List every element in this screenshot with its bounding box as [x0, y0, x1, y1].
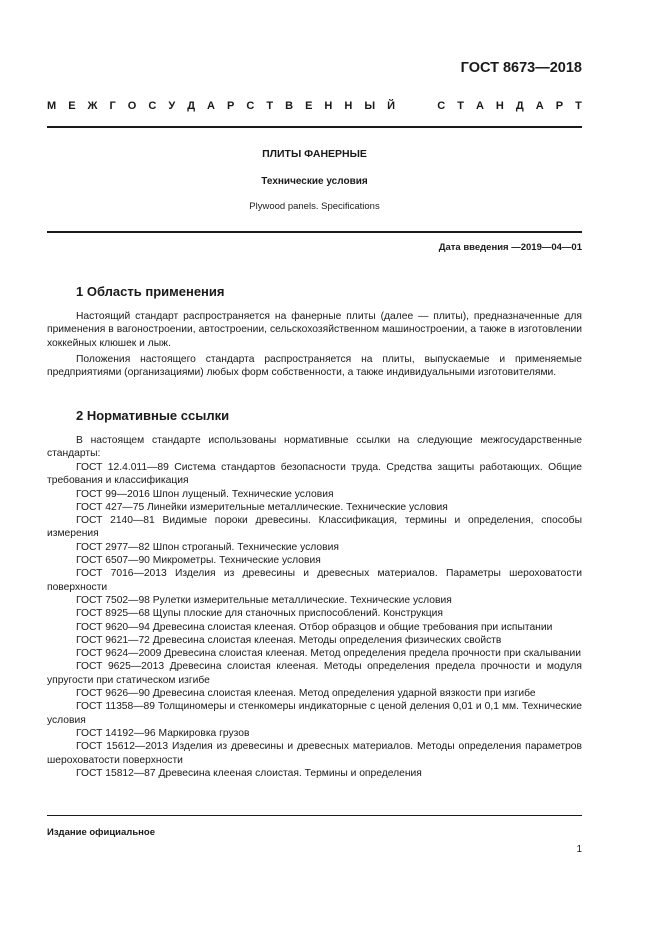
page-number: 1 [576, 844, 582, 855]
banner-letter: О [127, 100, 137, 112]
banner-letter: М [47, 100, 57, 112]
section-1-paragraph-2: Положения настоящего стандарта распространяется на плиты, выпускаемые и применяемые предприятиями (организациями) любых форм собственности, а также индивидуальными изготовителями. [47, 354, 582, 379]
banner-letter: Е [68, 100, 76, 112]
reference-item: ГОСТ 15812—87 Древесина клееная слоистая. Термины и определения [76, 767, 422, 779]
header-rule [47, 126, 582, 128]
title-rule [47, 231, 582, 233]
reference-item: ГОСТ 7502—98 Рулетки измерительные металлические. Технические условия [76, 594, 452, 606]
reference-item: ГОСТ 15612—2013 Изделия из древесины и древесных материалов. Методы определения параметров шероховатости поверхности [47, 741, 582, 766]
reference-item: ГОСТ 14192—96 Маркировка грузов [76, 727, 250, 739]
banner-letter: Ы [364, 100, 376, 112]
section-2-heading: 2 Нормативные ссылки [76, 408, 230, 423]
banner-letter: С [246, 100, 255, 112]
banner-letter: А [475, 100, 484, 112]
reference-item: ГОСТ 11358—89 Толщиномеры и стенкомеры индикаторные с ценой деления 0,01 и 0,1 мм. Технические условия [47, 701, 582, 726]
banner-letter: Н [344, 100, 353, 112]
section-2-intro: В настоящем стандарте использованы нормативные ссылки на следующие межгосударственные стандарты: [47, 435, 582, 460]
reference-item: ГОСТ 12.4.011—89 Система стандартов безопасности труда. Средства защиты работающих. Общие требования и классификация [47, 462, 582, 487]
banner-letter: Е [305, 100, 313, 112]
reference-item: ГОСТ 427—75 Линейки измерительные металлические. Технические условия [76, 501, 448, 513]
effective-date: Дата введения —2019—04—01 [438, 242, 582, 253]
banner-letter: С [437, 100, 446, 112]
banner-letter: А [535, 100, 544, 112]
banner-letter [422, 100, 425, 112]
reference-item: ГОСТ 9621—72 Древесина слоистая клееная. Методы определения физических свойств [76, 634, 502, 646]
reference-item: ГОСТ 2977—82 Шпон строганый. Технические условия [76, 541, 339, 553]
banner-letter: С [148, 100, 157, 112]
banner-letter: Н [324, 100, 333, 112]
banner-letter: Г [109, 100, 116, 112]
reference-item: ГОСТ 7016—2013 Изделия из древесины и древесных материалов. Параметры шероховатости поверхности [47, 568, 582, 593]
banner-letter: Н [495, 100, 504, 112]
banner-letter: Р [227, 100, 235, 112]
banner-letter: Т [457, 100, 464, 112]
banner-letter: Ж [87, 100, 98, 112]
banner-letter [407, 100, 410, 112]
reference-item: ГОСТ 9624—2009 Древесина слоистая клееная. Метод определения предела прочности при скалывании [76, 648, 581, 660]
banner-letter: Т [575, 100, 582, 112]
gost-code: ГОСТ 8673—2018 [460, 60, 582, 76]
edition-label: Издание официальное [47, 827, 155, 838]
reference-item: ГОСТ 9625—2013 Древесина слоистая клееная. Методы определения предела прочности и модуля упругости при статическом изгибе [47, 661, 582, 686]
reference-item: ГОСТ 9626—90 Древесина слоистая клееная. Метод определения ударной вязкости при изгибе [76, 688, 536, 700]
banner-letter: Д [187, 100, 196, 112]
banner-letter: Д [515, 100, 524, 112]
references-list [47, 461, 582, 780]
reference-item: ГОСТ 9620—94 Древесина слоистая клееная. Отбор образцов и общие требования при испытании [76, 621, 553, 633]
banner-letter: Р [555, 100, 564, 112]
banner-letter: У [168, 100, 176, 112]
footer-rule [47, 815, 582, 816]
banner-letter: А [207, 100, 215, 112]
banner-letter: В [285, 100, 294, 112]
reference-item: ГОСТ 2140—81 Видимые пороки древесины. Классификация, термины и определения, способы измерения [47, 515, 582, 540]
reference-item: ГОСТ 99—2016 Шпон лущеный. Технические условия [76, 488, 334, 500]
document-english-title: Plywood panels. Specifications [249, 201, 380, 212]
section-1-paragraph-1: Настоящий стандарт распространяется на фанерные плиты (далее — плиты), предназначенные для применения в вагоностроении, автостроении, сельскохозяйственном машиностроении, а также в изготовлении хоккейных клюшек и лыж. [47, 311, 582, 349]
document-subtitle: Технические условия [261, 176, 368, 187]
section-1-heading: 1 Область применения [76, 284, 225, 299]
document-title: ПЛИТЫ ФАНЕРНЫЕ [262, 148, 367, 160]
banner-letter: Й [387, 100, 396, 112]
reference-item: ГОСТ 8925—68 Щупы плоские для станочных приспособлений. Конструкция [76, 608, 443, 620]
standard-type-banner [47, 100, 582, 112]
reference-item: ГОСТ 6507—90 Микрометры. Технические условия [76, 555, 321, 567]
banner-letter: Т [266, 100, 274, 112]
